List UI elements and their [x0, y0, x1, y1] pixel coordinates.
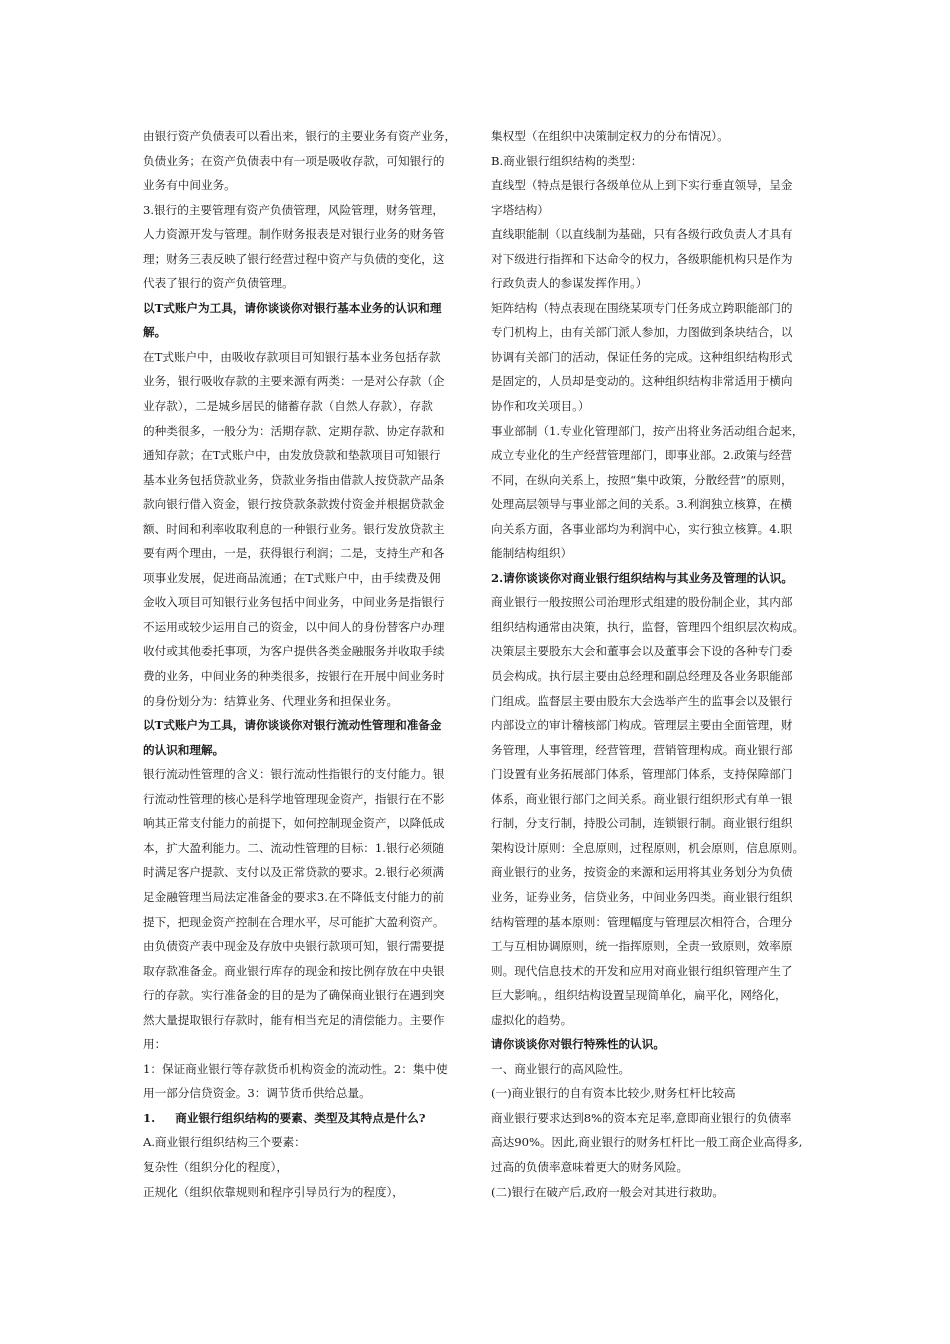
heading-line: 解。: [143, 325, 167, 340]
text-line: 行流动性管理的核心是科学地管理现金资产，指银行在不影: [143, 791, 445, 806]
text-line: 复杂性（组织分化的程度），: [143, 1159, 288, 1174]
text-line: 用一部分信贷资金。3：调节货币供给总量。: [143, 1086, 371, 1101]
text-line: 银行流动性管理的含义：银行流动性指银行的支付能力。银: [143, 767, 445, 782]
text-line: 负债业务；在资产负债表中有一项是吸收存款，可知银行的: [143, 153, 445, 168]
text-line: 理；财务三表反映了银行经营过程中资产与负债的变化，这: [143, 251, 445, 266]
text-line: 正规化（组织依靠规则和程序引导员行为的程度），: [143, 1184, 404, 1199]
text-line: 内部设立的审计稽核部门构成。管理层主要由全面管理，财: [491, 718, 793, 733]
text-line: (一)商业银行的自有资本比较少,财务杠杆比较高: [491, 1086, 736, 1101]
text-line: (二)银行在破产后,政府一般会对其进行救助。: [491, 1184, 725, 1199]
heading-line: 以T式账户为工具，请你谈谈你对银行基本业务的认识和理: [143, 300, 442, 315]
text-line: 基本业务包括贷款业务，贷款业务指由借款人按贷款产品条: [143, 472, 445, 487]
right-column: [491, 124, 821, 1204]
text-line: 通知存款；在T式账户中，由发放贷款和垫款项目可知银行: [143, 448, 441, 463]
heading-line: 以T式账户为工具，请你谈谈你对银行流动性管理和准备金: [143, 718, 442, 733]
text-line: 向关系方面，各事业部均为利润中心，实行独立核算。4.职: [491, 521, 792, 536]
text-line: 则。现代信息技术的开发和应用对商业银行组织管理产生了: [491, 963, 793, 978]
text-line: 组织结构通常由决策，执行，监督，管理四个组织层次构成。: [491, 619, 805, 634]
text-line: 收付或其他委托事项，为客户提供各类金融服务并收取手续: [143, 644, 445, 659]
text-line: 本，扩大盈利能力。二、流动性管理的目标：1.银行必须随: [143, 840, 444, 855]
text-line: 协调有关部门的活动，保证任务的完成。这种组织结构形式: [491, 349, 793, 364]
text-line: 不同，在纵向关系上，按照“集中政策，分散经营”的原则，: [491, 472, 793, 487]
text-line: 一、商业银行的高风险性。: [491, 1061, 631, 1076]
text-line: 务管理，人事管理，经营管理，营销管理构成。商业银行部: [491, 742, 793, 757]
text-line: 高达90%。因此,商业银行的财务杠杆比一般工商企业高得多,: [491, 1135, 803, 1150]
heading-line: 的认识和理解。: [143, 742, 225, 757]
text-line: 业务，证券业务，信贷业务，中间业务四类。商业银行组织: [491, 889, 793, 904]
text-line: 架构设计原则：全息原则，过程原则，机会原则，信息原则。: [491, 840, 805, 855]
text-line: 然大量提取银行存款时，能有相当充足的清偿能力。主要作: [143, 1012, 445, 1027]
text-line: 由负债资产表中现金及存放中央银行款项可知，银行需要提: [143, 939, 445, 954]
text-line: 业务，银行吸收存款的主要来源有两类：一是对公存款（企: [143, 374, 445, 389]
text-line: 集权型（在组织中决策制定权力的分布情况）。: [491, 129, 729, 143]
text-line: 能制结构组织）: [491, 546, 573, 561]
text-line: 门组成。监督层主要由股东大会选举产生的监事会以及银行: [491, 693, 793, 708]
text-line: 业务有中间业务。: [143, 178, 236, 193]
heading-line: 请你谈谈你对银行特殊性的认识。: [491, 1037, 665, 1052]
text-line: 是固定的，人员却是变动的。这种组织结构非常适用于横向: [491, 374, 793, 389]
text-line: 由银行资产负债表可以看出来，银行的主要业务有资产业务，: [143, 129, 457, 143]
text-line: 过高的负债率意味着更大的财务风险。: [491, 1159, 689, 1174]
text-line: 直线职能制（以直线制为基础，只有各级行政负责人才具有: [491, 227, 793, 242]
text-line: B.商业银行组织结构的类型：: [491, 153, 643, 168]
text-line: 要有两个理由，一是，获得银行利润；二是，支持生产和各: [143, 546, 445, 561]
text-line: 行政负责人的参谋发挥作用。）: [491, 276, 648, 291]
text-line: 直线型（特点是银行各级单位从上到下实行垂直领导，呈金: [491, 178, 793, 193]
text-line: 事业部制（1.专业化管理部门，按产出将业务活动组合起来，: [491, 423, 804, 438]
text-line: A.商业银行组织结构三个要素：: [143, 1135, 306, 1150]
text-line: 决策层主要股东大会和董事会以及董事会下设的各种专门委: [491, 644, 793, 659]
text-line: 字塔结构）: [491, 202, 549, 217]
text-line: 结构管理的基本原则：管理幅度与管理层次相符合，合理分: [491, 914, 793, 929]
text-line: 时满足客户提款、支付以及正常贷款的要求。2.银行必须满: [143, 865, 444, 880]
text-line: 用：: [143, 1037, 167, 1052]
heading-line: 1. 商业银行组织结构的要素、类型及其特点是什么?: [143, 1110, 426, 1125]
text-line: 对下级进行指挥和下达命令的权力，各级职能机构只是作为: [491, 251, 793, 266]
text-line: 商业银行一般按照公司治理形式组建的股份制企业，其内部: [491, 595, 793, 610]
text-line: 的种类很多，一般分为：活期存款、定期存款、协定存款和: [143, 423, 445, 438]
text-line: 行制，分支行制，持股公司制，连锁银行制。商业银行组织: [491, 816, 793, 831]
text-line: 业存款），二是城乡居民的储蓄存款（自然人存款），存款: [143, 399, 433, 414]
text-line: 行的存款。实行准备金的目的是为了确保商业银行在遇到突: [143, 988, 445, 1003]
text-line: 人力资源开发与管理。制作财务报表是对银行业务的财务管: [143, 227, 445, 242]
text-line: 在T式账户中，由吸收存款项目可知银行基本业务包括存款: [143, 349, 441, 364]
text-line: 体系，商业银行部门之间关系。商业银行组织形式有单一银: [491, 791, 793, 806]
text-line: 款向银行借入资金，银行按贷款条款拨付资金并根据贷款金: [143, 497, 445, 512]
text-line: 取存款准备金。商业银行库存的现金和按比例存放在中央银: [143, 963, 445, 978]
text-line: 专门机构上，由有关部门派人参加，力图做到条块结合，以: [491, 325, 793, 340]
text-line: 处理高层领导与事业部之间的关系。3.利润独立核算，在横: [491, 497, 792, 512]
text-line: 矩阵结构（特点表现在围绕某项专门任务成立跨职能部门的: [491, 300, 793, 315]
text-line: 商业银行要求达到8%的资本充足率,意即商业银行的负债率: [491, 1110, 792, 1125]
text-line: 虚拟化的趋势。: [491, 1012, 573, 1027]
text-line: 提下，把现金资产控制在合理水平，尽可能扩大盈利资产。: [143, 914, 445, 929]
text-line: 额、时间和利率收取利息的一种银行业务。银行发放贷款主: [143, 521, 445, 536]
text-line: 项事业发展，促进商品流通；在T式账户中，由手续费及佣: [143, 570, 441, 585]
text-line: 员会构成。执行层主要由总经理和副总经理及各业务职能部: [491, 669, 793, 684]
text-line: 费的业务，中间业务的种类很多，按银行在开展中间业务时: [143, 669, 445, 684]
text-line: 足金融管理当局法定准备金的要求3.在不降低支付能力的前: [143, 889, 444, 904]
text-line: 工与互相协调原则，统一指挥原则，全责一致原则，效率原: [491, 939, 793, 954]
text-line: 不运用或较少运用自己的资金，以中间人的身份替客户办理: [143, 619, 445, 634]
heading-line: 2.请你谈谈你对商业银行组织结构与其业务及管理的认识。: [491, 570, 793, 585]
text-line: 巨大影响。，组织结构设置呈现简单化，扁平化，网络化，: [491, 988, 787, 1003]
left-column: [143, 124, 467, 1204]
text-line: 代表了银行的资产负债管理。: [143, 276, 294, 291]
text-line: 3.银行的主要管理有资产负债管理，风险管理，财务管理，: [143, 202, 444, 217]
text-line: 响其正常支付能力的前提下，如何控制现金资产，以降低成: [143, 816, 445, 831]
text-line: 的身份划分为：结算业务、代理业务和担保业务。: [143, 693, 399, 708]
text-line: 商业银行的业务，按资金的来源和运用将其业务划分为负债: [491, 865, 793, 880]
text-line: 门设置有业务拓展部门体系，管理部门体系，支持保障部门: [491, 767, 793, 782]
text-line: 协作和攻关项目。）: [491, 399, 590, 414]
text-line: 成立专业化的生产经营管理部门，即事业部。2.政策与经营: [491, 448, 792, 463]
text-line: 1：保证商业银行等存款货币机构资金的流动性。2：集中使: [143, 1061, 448, 1076]
text-line: 金收入项目可知银行业务包括中间业务，中间业务是指银行: [143, 595, 445, 610]
